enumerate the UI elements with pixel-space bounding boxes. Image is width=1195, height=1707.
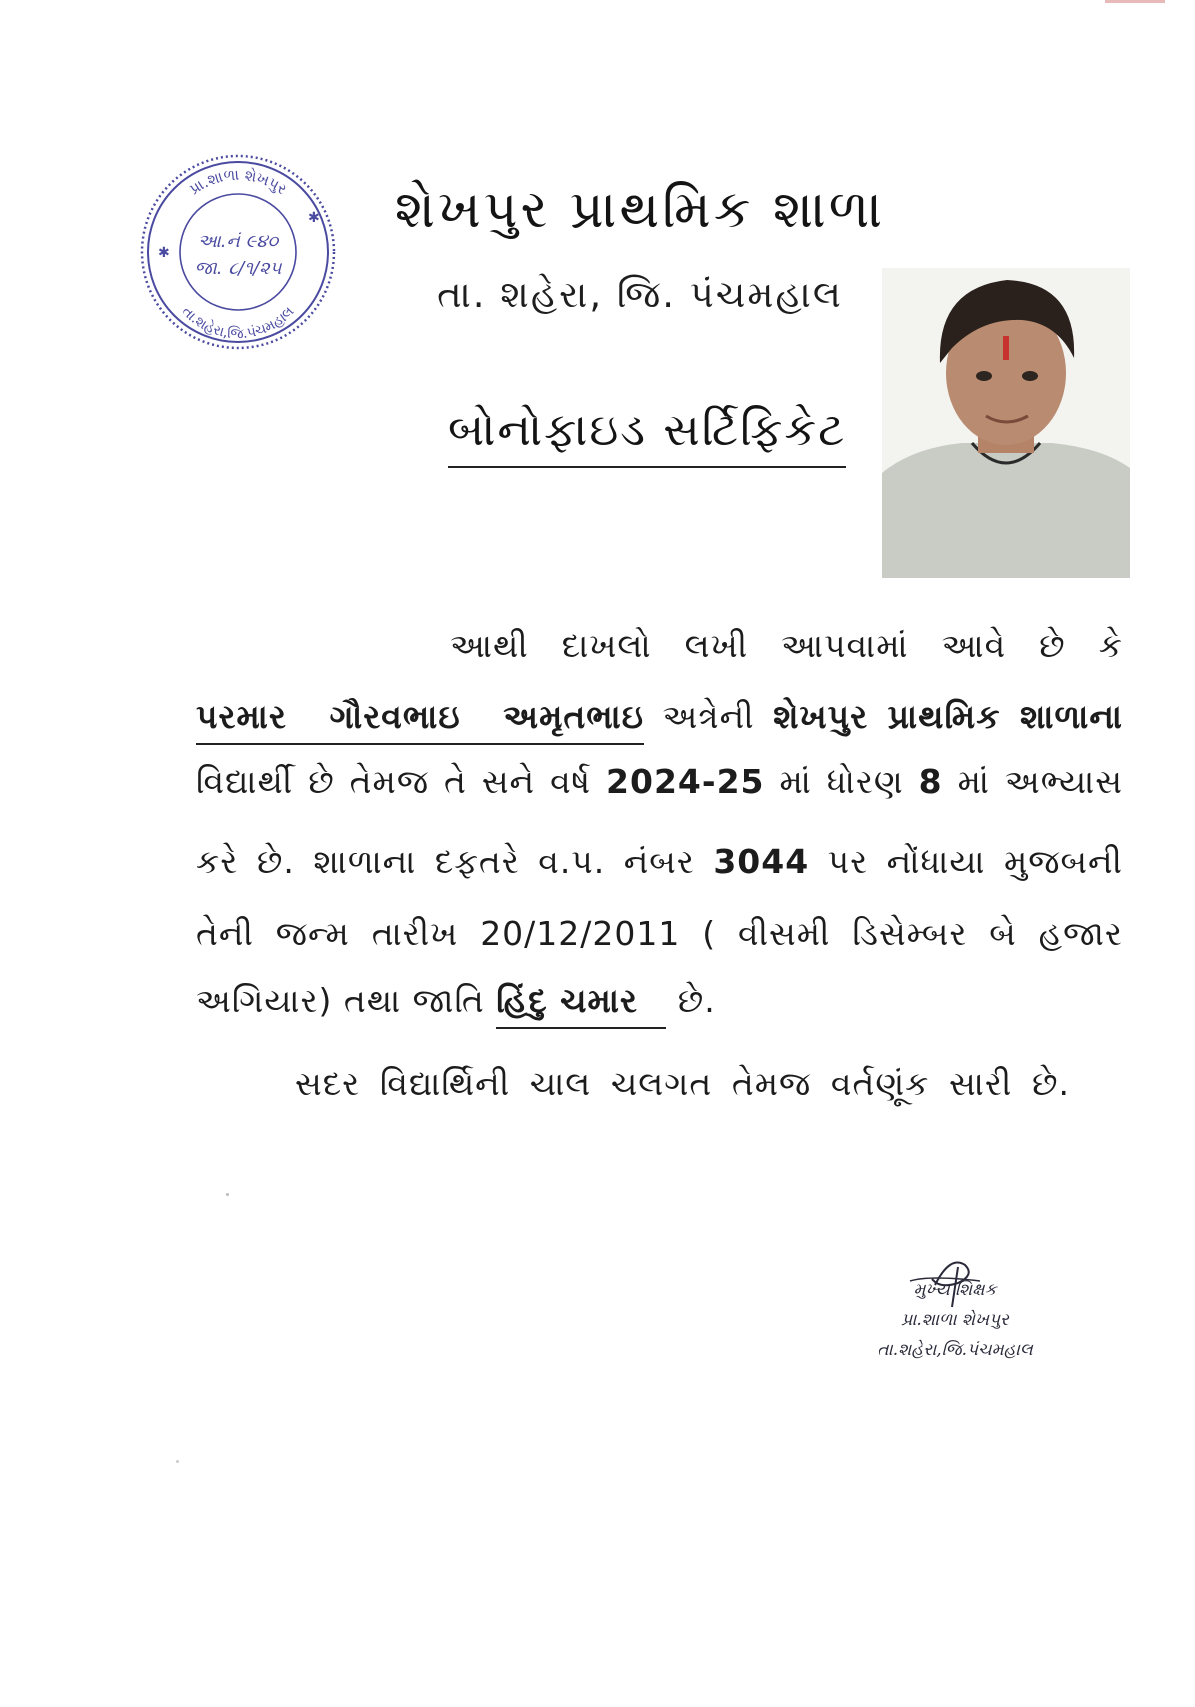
- body-line-4: [196, 838, 1123, 886]
- signature-designation: મુખ્ય શિક્ષક: [913, 1280, 997, 1300]
- body-line-3: [196, 758, 1123, 806]
- caste: હિંદુ ચમાર: [496, 977, 666, 1029]
- body-line-5-text-a: તેની જન્મ તારીખ: [196, 914, 459, 953]
- body-line-3-text-b: માં ધોરણ: [779, 762, 904, 801]
- school-address: તા. શહેરા, જિ. પંચમહાલ: [437, 273, 843, 316]
- student-name: પરમાર ગૌરવભાઇ અમૃતભાઇ: [196, 693, 644, 745]
- school-name-heading: શેખપુર પ્રાથમિક શાળા: [394, 180, 886, 240]
- svg-text:તા.શહેરા,જિ.પંચમહાલ: [179, 303, 298, 342]
- stamp-star-left: ✱: [158, 245, 170, 261]
- body-line-6-text-a: અગિયાર) તથા જાતિ: [196, 981, 485, 1020]
- stamp-inward-number: આ.નં ૯૪૦: [197, 231, 279, 252]
- body-line-6: [196, 977, 1123, 1025]
- body-line-2-suffix: અત્રેની: [662, 697, 755, 736]
- date-of-birth: 20/12/2011: [480, 914, 681, 953]
- certificate-title: બોનોફાઇડ સર્ટિફિકેટ: [448, 400, 846, 468]
- register-number: 3044: [713, 842, 810, 881]
- body-line-4-text-b: પર નોંધાયા મુજબની: [827, 842, 1123, 881]
- stamp-star-right: ✱: [308, 210, 320, 226]
- student-photo: [882, 268, 1130, 578]
- body-line-2: [196, 693, 1123, 741]
- conduct-statement: સદર વિદ્યાર્થિની ચાલ ચલગત તેમજ વર્તણૂંક સારી છે.: [295, 1064, 1070, 1103]
- body-line-3-text-c: માં અભ્યાસ: [957, 762, 1123, 801]
- body-line-5-text-b: ( વીસમી ડિસેમ્બર બે હજાર: [702, 914, 1123, 953]
- school-stamp: [138, 152, 338, 352]
- academic-year: 2024-25: [606, 762, 765, 801]
- body-line-1: આથી દાખલો લખી આપવામાં આવે છે કે: [450, 626, 1123, 665]
- body-line-3-text-a: વિદ્યાર્થી છે તેમજ તે સને વર્ષ: [196, 762, 592, 801]
- body-line-4-text-a: કરે છે. શાળાના દફતરે વ.પ. નંબર: [196, 842, 695, 881]
- stamp-ring-bottom: તા.શહેરા,જિ.પંચમહાલ: [178, 303, 298, 343]
- signature-address: તા.શહેરા,જિ.પંચમહાલ: [877, 1340, 1033, 1360]
- signature-school: પ્રા.શાળા શેખપુર: [901, 1310, 1009, 1330]
- stamp-ring-top: પ્રા.શાળા શેખપુર: [186, 165, 291, 199]
- school-name-inline: શેખપુર પ્રાથમિક શાળાના: [773, 697, 1123, 736]
- speck: [226, 1193, 229, 1196]
- standard: 8: [918, 762, 943, 801]
- stamp-date: જા. ૮/૧/૨૫: [194, 258, 282, 279]
- corner-mark: [1105, 0, 1165, 3]
- body-line-5: [196, 910, 1123, 958]
- speck: [176, 1460, 179, 1463]
- signature-stamp-text: [840, 1275, 1070, 1365]
- body-line-6-text-b: છે.: [677, 981, 716, 1020]
